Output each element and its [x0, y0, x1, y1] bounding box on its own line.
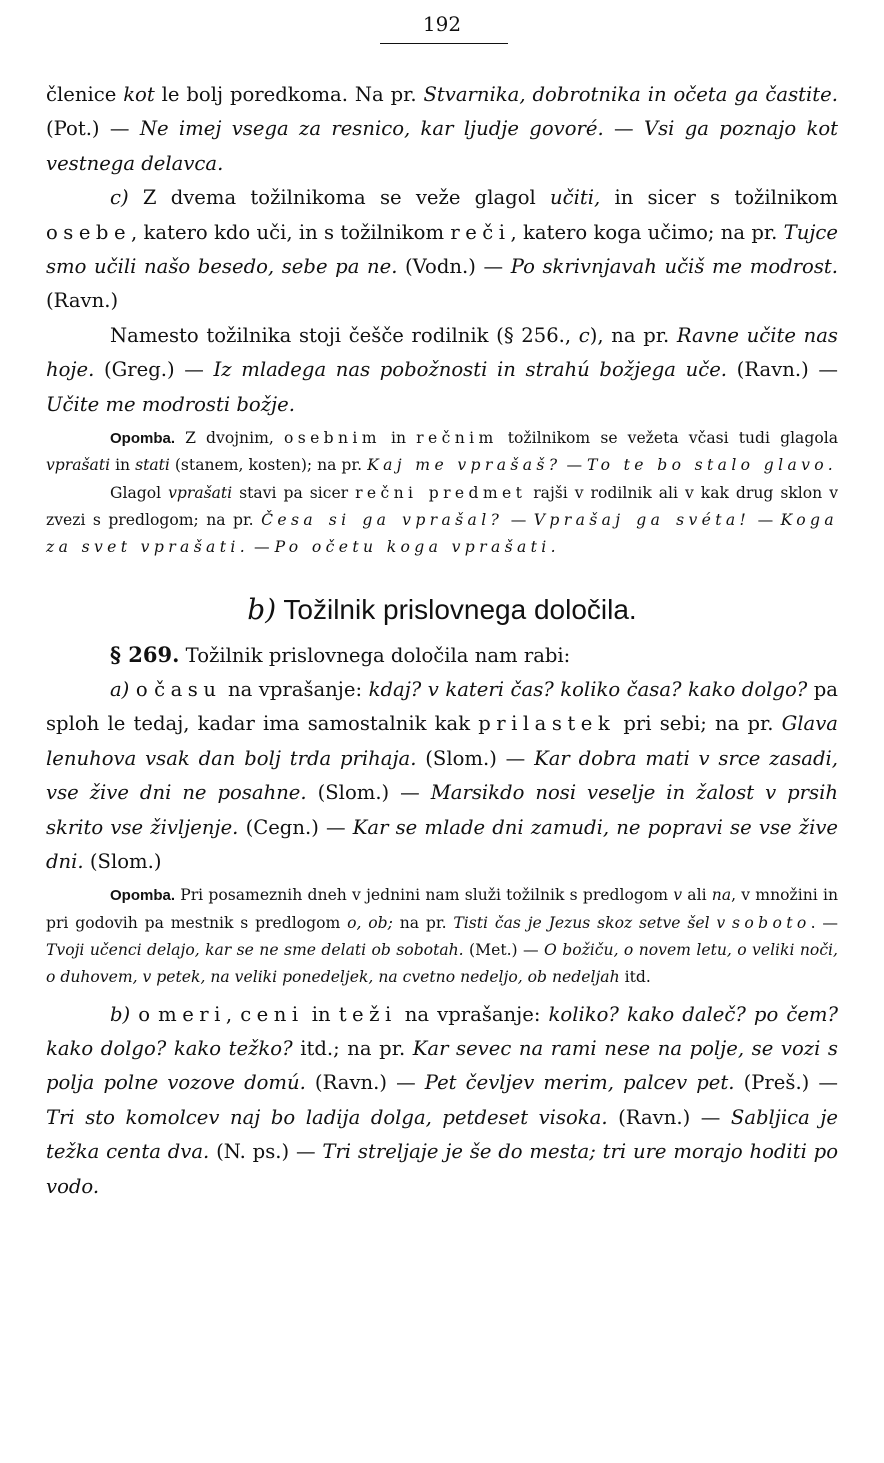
text-run: —	[750, 510, 781, 529]
text-run: in	[380, 429, 417, 448]
text-run: (Preš.) —	[734, 1071, 838, 1095]
example-text: Tisti čas je Jezus skoz setve šel v	[453, 913, 726, 932]
emphasis-spaced: rečni predmet	[355, 483, 527, 502]
emphasis-spaced: času	[154, 677, 222, 701]
example-text: Koga za svet vprašati.	[46, 510, 839, 557]
text-run: (Slom.) —	[306, 781, 431, 805]
text-run: Pri posameznih dneh v jednini nam služi tožilnik s predlogom	[175, 886, 674, 905]
text-run: pa sploh le tedaj, kadar ima samostalnik kak	[46, 677, 838, 736]
text-run: (Met.) —	[463, 940, 545, 959]
text-run: in	[110, 456, 136, 475]
text-run: (Greg.) —	[94, 358, 214, 382]
example-text: o, ob;	[347, 913, 393, 932]
text-run: (Cegn.) —	[238, 815, 353, 839]
page-number: 192	[422, 12, 462, 36]
text-run: Tožilnik prislovnega določila nam rabi:	[179, 643, 571, 667]
text-run: , v množini in pri godovih pa mestnik s predlogom	[46, 886, 838, 932]
paragraph-269	[46, 638, 838, 673]
example-text: stati	[135, 456, 170, 475]
header-rule	[380, 43, 508, 44]
emphasis-spaced: rečnim	[416, 429, 498, 448]
paragraph-genitive	[46, 319, 838, 422]
text-run: ), na pr.	[589, 323, 677, 347]
text-run: (Ravn.) —	[305, 1071, 425, 1095]
list-letter: b)	[110, 1002, 131, 1026]
text-run: —	[603, 117, 644, 141]
text-run: (N. ps.) —	[209, 1140, 323, 1164]
text-run: in	[303, 1002, 339, 1026]
text-run: na vprašanje:	[221, 677, 369, 701]
example-text: Iz mladega nas pobožnosti in strahú božjega uče.	[213, 358, 728, 382]
example-text: Sabljica je težka centa dva.	[46, 1105, 839, 1164]
example-text: Tvoji učenci delajo, kar se ne sme delati ob sobotah.	[46, 940, 464, 959]
text-run: , katero kdo uči, in s tožilnikom	[131, 220, 451, 244]
emphasis-spaced: reči	[450, 220, 511, 244]
list-letter: c)	[110, 186, 129, 210]
example-text: Učite me modrosti božje.	[46, 392, 295, 416]
example-text: Ne imej vsega za resnico, kar ljudje govoré.	[139, 117, 604, 141]
text-run: tožilnikom se vežeta včasi tudi glagola	[497, 429, 839, 448]
example-text: c	[578, 323, 590, 347]
example-text: Glava lenuhova vsak dan bolj trda prihaja.	[46, 712, 838, 770]
example-text: To te bo stalo glavo.	[587, 456, 838, 475]
emphasis-spaced: osebnim	[283, 429, 381, 448]
text-run: in sicer s tožilnikom	[600, 186, 838, 210]
example-text: Tri streljaje je še do mesta; tri ure morajo hoditi po vodo.	[46, 1140, 838, 1198]
text-run: Z dvojnim,	[175, 429, 284, 448]
emphasis-spaced: teži	[338, 1002, 397, 1026]
text-run: o	[130, 1002, 159, 1026]
example-text: Vprašaj ga svéta!	[533, 510, 751, 529]
note-2	[46, 480, 838, 562]
example-text: Kar dobra mati v srce zasadi, vse žive dni ne posahne.	[46, 746, 838, 805]
example-text: Ravne učite nas hoje.	[46, 323, 838, 382]
body-text	[46, 78, 838, 1204]
text-run: (Ravn.) —	[607, 1105, 731, 1129]
text-run: Glagol	[110, 483, 169, 502]
text-run: . —	[810, 913, 839, 932]
text-run: , katero koga učimo; na pr.	[510, 220, 784, 244]
text-run: ali	[682, 886, 712, 905]
example-text: koliko? kako daleč? po čem? kako dolgo? kako težko?	[46, 1002, 838, 1060]
example-text: v	[673, 886, 683, 905]
example-text: Po skrivnjavah učiš me modrost.	[510, 255, 839, 279]
heading-letter: b)	[247, 592, 277, 626]
example-text: Tri sto komolcev naj bo ladija dolga, petdeset visoka.	[46, 1105, 608, 1129]
example-text: O božiču, o novem letu, o veliki noči, o duhovem, v petek, na veliki ponedeljek, na cvetno nedeljo, ob nedeljah	[46, 940, 838, 987]
text-run: členice	[46, 83, 124, 106]
paragraph-b	[46, 998, 838, 1204]
text-run: rajši v rodilnik ali v kak drug sklon v zvezi s predlogom; na pr.	[46, 483, 839, 529]
example-text-spaced: soboto	[732, 913, 811, 932]
text-run: Namesto tožilnika stoji češče rodilnik (§ 256.,	[110, 323, 579, 347]
text-run: (stanem, kosten); na pr.	[169, 456, 368, 475]
paragraph-c	[46, 181, 838, 319]
text-run: (Slom.)	[83, 849, 162, 873]
paragraph-a	[46, 673, 838, 879]
note-1	[46, 425, 838, 480]
text-run: (Pot.) —	[46, 117, 140, 141]
example-text: Kar sevec na rami nese na polje, se vozi s polja polne vozove domú.	[46, 1036, 838, 1095]
text-run: na vprašanje:	[396, 1002, 549, 1026]
paragraph-continuation	[46, 78, 838, 181]
text-run: —	[249, 538, 275, 557]
example-text: Po očetu koga vprašati.	[274, 538, 560, 557]
example-text: vprašati	[168, 483, 233, 502]
note-label: Opomba.	[110, 430, 176, 448]
list-letter: a)	[110, 677, 130, 701]
example-text: Stvarnika, dobrotnika in očeta ga častite.	[423, 83, 838, 106]
example-text: Vsi ga poznajo kot vestnega delavca.	[46, 117, 838, 175]
example-text: Pet čevljev merim, palcev pet.	[424, 1071, 735, 1095]
emphasis-spaced: osebe	[46, 220, 132, 244]
heading-text: Tožilnik prislovnega določila.	[276, 593, 637, 625]
text-run: itd.	[619, 968, 651, 987]
example-text: na	[711, 886, 732, 905]
example-text: Marsikdo nosi veselje in žalost v prsih skrito vse življenje.	[46, 781, 838, 839]
text-run: na pr.	[392, 913, 454, 932]
text-run: o	[129, 677, 155, 701]
section-heading	[46, 592, 838, 628]
text-run: Z dvema tožilnikoma se veže glagol	[128, 186, 550, 210]
text-run: stavi pa sicer	[232, 483, 356, 502]
note-3	[46, 882, 838, 991]
example-text: Kaj me vprašaš?	[367, 456, 562, 475]
text-run: (Ravn.) —	[727, 358, 838, 382]
note-label: Opomba.	[110, 887, 176, 905]
text-run: ,	[225, 1002, 241, 1026]
text-run: —	[561, 456, 588, 475]
example-text: kot	[123, 83, 155, 106]
text-run: itd.; na pr.	[292, 1036, 413, 1060]
text-run: (Ravn.)	[46, 289, 119, 313]
section-number: § 269.	[110, 641, 180, 667]
emphasis-spaced: meri	[158, 1002, 226, 1026]
text-run: (Vodn.) —	[397, 255, 511, 279]
text-run: —	[503, 510, 534, 529]
text-run: le bolj poredkoma. Na pr.	[154, 83, 424, 106]
text-run: (Slom.) —	[416, 746, 535, 770]
emphasis-spaced: prilastek	[478, 712, 616, 736]
example-text: kdaj? v kateri čas? koliko časa? kako dolgo?	[368, 677, 808, 701]
example-text: Česa si ga vprašal?	[261, 510, 504, 529]
text-run: pri sebi; na pr.	[615, 712, 782, 736]
example-text: vprašati	[46, 456, 111, 475]
emphasis-spaced: ceni	[240, 1002, 304, 1026]
example-text: Kar se mlade dni zamudi, ne popravi se vse žive dni.	[46, 815, 839, 873]
example-text: Tujce smo učili našo besedo, sebe pa ne.	[46, 220, 838, 279]
example-text: učiti,	[549, 186, 601, 210]
